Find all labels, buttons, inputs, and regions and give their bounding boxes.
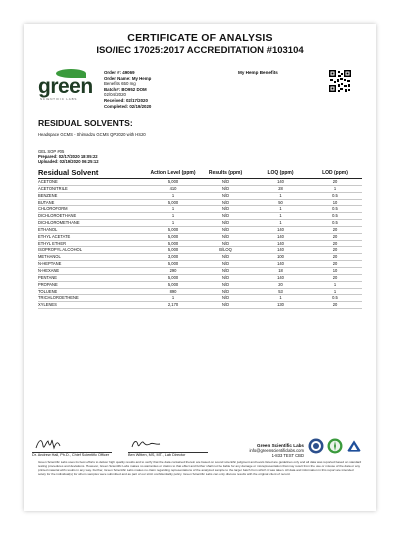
column-header: LOD (ppm)	[308, 168, 362, 179]
logo-word: green	[38, 75, 93, 98]
completed-date: Completed: 02/19/2020	[104, 103, 152, 109]
table-row	[38, 281, 362, 288]
solvent-name: XYLENES	[38, 302, 148, 309]
result: N/D	[198, 288, 253, 295]
action-level: 5,000	[148, 233, 198, 240]
signature-director	[128, 436, 208, 457]
result: N/D	[198, 226, 253, 233]
table-row	[38, 274, 362, 281]
lod: 0.5	[308, 295, 362, 302]
section-title: RESIDUAL SOLVENTS:	[38, 118, 133, 128]
lod: 20	[308, 274, 362, 281]
table-row	[38, 213, 362, 220]
result: N/D	[198, 254, 253, 261]
action-level: 1	[148, 206, 198, 213]
loq: 1	[253, 213, 308, 220]
solvent-name: PROPANE	[38, 281, 148, 288]
column-header: Results (ppm)	[198, 168, 253, 179]
solvent-name: ISOPROPYL ALCOHOL	[38, 247, 148, 254]
action-level: 890	[148, 288, 198, 295]
signature-icon	[130, 436, 170, 452]
result: N/D	[198, 274, 253, 281]
column-header: Residual Solvent	[38, 168, 148, 179]
action-level: 290	[148, 267, 198, 274]
sop-block	[38, 149, 99, 165]
action-level: 410	[148, 185, 198, 192]
loq: 50	[253, 199, 308, 206]
table-row	[38, 179, 362, 186]
result: N/D	[198, 267, 253, 274]
solvent-name: BUTANE	[38, 199, 148, 206]
result: N/D	[198, 179, 253, 186]
solvent-name: ETHANOL	[38, 226, 148, 233]
table-row	[38, 247, 362, 254]
loq: 140	[253, 247, 308, 254]
lod: 0.5	[308, 213, 362, 220]
table-row	[38, 267, 362, 274]
column-header: Action Level (ppm)	[148, 168, 198, 179]
triangle-seal-icon	[346, 438, 362, 454]
disclaimer-text: Green Scientific Labs uses its best efforts to deliver high quality results and to verify that the data contained therein are based on sound scientific judgment and levels listed are guidelines only and all data was reported based on standard testing procedures and deviations. However, Green Scientific Labs makes no warranties or claims to that effect and further shall not be liable for any damage or misrepresentation that may result from the use or misuse of the data or any printed material with results in any way. Further, Green Scientific Labs makes no claim regarding representations of the analyzed sample to the larger batch from which it was taken. All data and information in this report are intended solely for the individual(s) for whom samples were submitted and as part of our strict confidentiality policy. Green Scientific Labs can only discuss results with the original client of record.	[38, 460, 362, 476]
lod: 1	[308, 288, 362, 295]
table-row	[38, 220, 362, 227]
action-level: 5,000	[148, 274, 198, 281]
order-name-cont: Benefits 650 mg	[104, 81, 136, 87]
lod: 1	[308, 281, 362, 288]
loq: 130	[253, 302, 308, 309]
accreditation-badges	[308, 438, 368, 456]
solvent-name: DICHLOROETHANE	[38, 213, 148, 220]
loq: 1	[253, 220, 308, 227]
table-row	[38, 295, 362, 302]
solvent-name: ACETONITRILE	[38, 185, 148, 192]
document-title: CERTIFICATE OF ANALYSIS	[127, 32, 273, 44]
prepared-timestamp: Prepared: 02/17/2020 18:05:22	[38, 154, 98, 160]
client-name: My Hemp Benefits	[238, 70, 278, 75]
signature-label-director: Ben Witten, MS, MT., Lab Director	[128, 453, 186, 457]
lod: 0.5	[308, 206, 362, 213]
loq: 1	[253, 206, 308, 213]
solvent-name: PENTANE	[38, 274, 148, 281]
lab-phone: 1-833 TEST CBD	[271, 453, 304, 458]
table-row	[38, 206, 362, 213]
lod: 20	[308, 261, 362, 268]
result: N/D	[198, 185, 253, 192]
residual-solvents-table	[38, 168, 362, 309]
lod: 20	[308, 240, 362, 247]
action-level: 5,000	[148, 240, 198, 247]
solvent-name: ETHYL ACETATE	[38, 233, 148, 240]
solvent-name: N-HEPTANE	[38, 261, 148, 268]
signature-icon	[34, 436, 74, 452]
action-level: 3,000	[148, 254, 198, 261]
test-method: Headspace GCMS - Shimadzu GCMS QP2020 with HS20	[38, 132, 146, 137]
lod: 20	[308, 254, 362, 261]
lod: 20	[308, 179, 362, 186]
action-level: 5,000	[148, 199, 198, 206]
uploaded-timestamp: Uploaded: 02/19/2020 06:25:12	[38, 159, 99, 165]
lab-email[interactable]: info@greenscientificlabs.com	[249, 448, 304, 453]
loq: 140	[253, 179, 308, 186]
signature-cso	[32, 436, 112, 457]
signature-label-cso: Dr. Andrew Hall, Ph.D., Chief Scientific Officer	[32, 453, 110, 457]
result: N/D	[198, 295, 253, 302]
lod: 20	[308, 233, 362, 240]
table-row	[38, 185, 362, 192]
column-header: LOQ (ppm)	[253, 168, 308, 179]
received-date: Received: 02/17/2020	[104, 97, 148, 103]
result: N/D	[198, 192, 253, 199]
solvent-name: CHLOROFORM	[38, 206, 148, 213]
result: B/LOQ	[198, 247, 253, 254]
result: N/D	[198, 220, 253, 227]
action-level: 5,000	[148, 261, 198, 268]
order-info	[104, 70, 204, 109]
result: N/D	[198, 206, 253, 213]
table-row	[38, 192, 362, 199]
loq: 53	[253, 288, 308, 295]
lab-name: Green Scientific Labs	[257, 443, 304, 448]
lod: 0.5	[308, 220, 362, 227]
table-row	[38, 240, 362, 247]
lab-contact	[224, 443, 304, 458]
lod: 0.5	[308, 192, 362, 199]
batch-date: 02/04/2020	[104, 92, 126, 98]
action-level: 1	[148, 295, 198, 302]
solvent-name: DICHLOROMETHANE	[38, 220, 148, 227]
hemp-seal-icon	[327, 438, 343, 454]
action-level: 5,000	[148, 226, 198, 233]
action-level: 5,000	[148, 247, 198, 254]
accreditation-seal-icon	[308, 438, 324, 454]
table-row	[38, 261, 362, 268]
action-level: 1	[148, 220, 198, 227]
loq: 18	[253, 267, 308, 274]
table-row	[38, 199, 362, 206]
result: N/D	[198, 302, 253, 309]
result: N/D	[198, 199, 253, 206]
table-row	[38, 226, 362, 233]
action-level: 1	[148, 192, 198, 199]
result: N/D	[198, 281, 253, 288]
loq: 20	[253, 281, 308, 288]
sop-number: GEL SOP #05	[38, 149, 65, 154]
loq: 140	[253, 274, 308, 281]
logo-subtitle: SCIENTIFIC LABS	[40, 97, 78, 101]
solvent-name: ETHYL ETHER	[38, 240, 148, 247]
solvent-name: TOLUENE	[38, 288, 148, 295]
lod: 1	[308, 185, 362, 192]
loq: 140	[253, 233, 308, 240]
result: N/D	[198, 233, 253, 240]
lod: 20	[308, 247, 362, 254]
loq: 140	[253, 261, 308, 268]
certificate-page	[24, 24, 376, 511]
solvent-name: METHANOL	[38, 254, 148, 261]
qr-code-icon[interactable]	[328, 69, 352, 93]
loq: 140	[253, 240, 308, 247]
loq: 1	[253, 192, 308, 199]
loq: 100	[253, 254, 308, 261]
lod: 20	[308, 226, 362, 233]
solvent-name: ACETONE	[38, 179, 148, 186]
result: N/D	[198, 261, 253, 268]
solvent-name: TRICHLOROETHENE	[38, 295, 148, 302]
action-level: 2,170	[148, 302, 198, 309]
action-level: 5,000	[148, 179, 198, 186]
result: N/D	[198, 213, 253, 220]
order-number: Order #: 49069	[104, 70, 135, 75]
accreditation-line: ISO/IEC 17025:2017 ACCREDITATION #103104	[96, 45, 304, 56]
loq: 1	[253, 295, 308, 302]
green-scientific-labs-logo	[38, 69, 98, 99]
batch-number: Batch#: BO952 DOM	[104, 86, 147, 92]
table-header-row	[38, 168, 362, 179]
result: N/D	[198, 240, 253, 247]
table-row	[38, 302, 362, 309]
lod: 10	[308, 267, 362, 274]
lod: 10	[308, 199, 362, 206]
table-row	[38, 288, 362, 295]
solvent-name: N-HEXANE	[38, 267, 148, 274]
table-row	[38, 254, 362, 261]
action-level: 1	[148, 213, 198, 220]
loq: 140	[253, 226, 308, 233]
solvent-name: BENZENE	[38, 192, 148, 199]
lod: 20	[308, 302, 362, 309]
order-name: Order Name: My Hemp	[104, 75, 152, 81]
table-row	[38, 233, 362, 240]
loq: 28	[253, 185, 308, 192]
action-level: 5,000	[148, 281, 198, 288]
